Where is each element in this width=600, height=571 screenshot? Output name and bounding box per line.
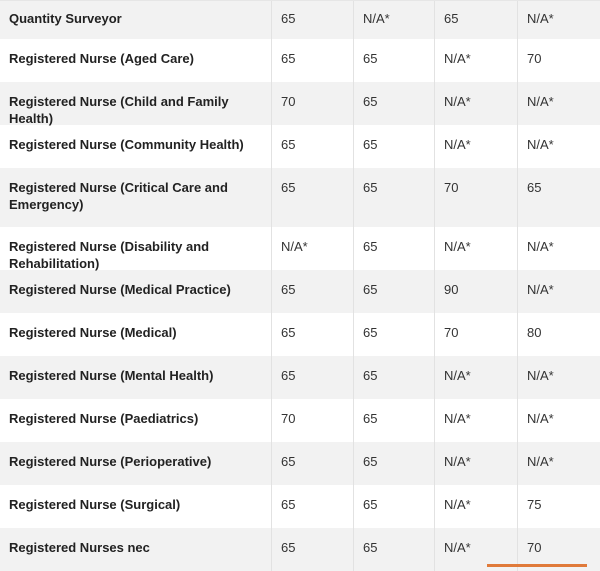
occupation-cell: Quantity Surveyor <box>0 1 272 39</box>
occupation-cell: Registered Nurse (Perioperative) <box>0 442 272 485</box>
occupation-cell: Registered Nurse (Surgical) <box>0 485 272 528</box>
table-row <box>0 1 600 39</box>
value-cell: 65 <box>354 313 435 356</box>
table-row <box>0 399 600 442</box>
value-cell: N/A* <box>354 1 435 39</box>
value-cell: 65 <box>354 82 435 125</box>
value-cell: N/A* <box>527 11 554 26</box>
value-cell: 65 <box>272 313 354 356</box>
value-cell: 90 <box>435 270 518 313</box>
value-cell: N/A* <box>435 227 518 270</box>
value-cell: 70 <box>272 399 354 442</box>
value-cell: 70 <box>527 51 542 66</box>
occupation-cell: Registered Nurse (Community Health) <box>0 125 272 168</box>
table-row <box>0 168 600 227</box>
value-cell: 65 <box>354 125 435 168</box>
table-row <box>0 356 600 399</box>
value-cell: 65 <box>354 356 435 399</box>
table-row <box>0 39 600 82</box>
occupation-cell: Registered Nurse (Critical Care and Emergency) <box>0 168 272 227</box>
value-cell: N/A* <box>527 411 554 426</box>
value-cell: N/A* <box>527 282 554 297</box>
value-cell: 65 <box>354 399 435 442</box>
value-cell: 80 <box>527 325 542 340</box>
table-row <box>0 82 600 125</box>
occupation-cell: Registered Nurse (Disability and Rehabilitation) <box>0 227 272 270</box>
value-cell: 70 <box>272 82 354 125</box>
occupation-cell: Registered Nurse (Aged Care) <box>0 39 272 82</box>
value-cell: 70 <box>527 540 542 555</box>
value-cell: N/A* <box>272 227 354 270</box>
value-cell: N/A* <box>435 125 518 168</box>
value-cell: 65 <box>272 356 354 399</box>
table-row <box>0 125 600 168</box>
value-cell: 65 <box>435 1 518 39</box>
value-cell: 65 <box>272 442 354 485</box>
occupation-cell: Registered Nurse (Medical Practice) <box>0 270 272 313</box>
value-cell: N/A* <box>435 82 518 125</box>
value-cell: 70 <box>435 313 518 356</box>
value-cell: N/A* <box>435 442 518 485</box>
value-cell: N/A* <box>435 356 518 399</box>
value-cell: N/A* <box>527 94 554 109</box>
value-cell: 65 <box>272 168 354 227</box>
table-row <box>0 442 600 485</box>
occupation-cell: Registered Nurse (Paediatrics) <box>0 399 272 442</box>
occupation-cell: Registered Nurse (Mental Health) <box>0 356 272 399</box>
value-cell: N/A* <box>435 399 518 442</box>
value-cell: 65 <box>354 227 435 270</box>
value-cell: N/A* <box>527 454 554 469</box>
value-cell: 65 <box>527 180 542 195</box>
value-cell: 65 <box>354 528 435 571</box>
occupation-cell: Registered Nurses nec <box>0 528 272 571</box>
table-row <box>0 270 600 313</box>
value-cell: 65 <box>354 168 435 227</box>
value-cell: 65 <box>354 485 435 528</box>
value-cell: N/A* <box>527 239 554 254</box>
value-cell: N/A* <box>527 137 554 152</box>
value-cell: 70 <box>435 168 518 227</box>
value-cell: 65 <box>272 485 354 528</box>
table-row <box>0 485 600 528</box>
occupation-cell: Registered Nurse (Child and Family Health) <box>0 82 272 125</box>
occupation-cell: Registered Nurse (Medical) <box>0 313 272 356</box>
value-cell: 65 <box>354 442 435 485</box>
table-row <box>0 227 600 270</box>
value-cell: 75 <box>527 497 542 512</box>
value-cell: 65 <box>272 1 354 39</box>
value-cell: 65 <box>354 270 435 313</box>
value-cell: 65 <box>272 270 354 313</box>
value-cell: 65 <box>272 528 354 571</box>
value-cell: N/A* <box>435 485 518 528</box>
value-cell: 65 <box>354 39 435 82</box>
table-row <box>0 313 600 356</box>
value-cell: N/A* <box>435 528 518 571</box>
value-cell: 65 <box>272 39 354 82</box>
value-cell: N/A* <box>435 39 518 82</box>
value-cell: N/A* <box>527 368 554 383</box>
value-cell: 65 <box>272 125 354 168</box>
